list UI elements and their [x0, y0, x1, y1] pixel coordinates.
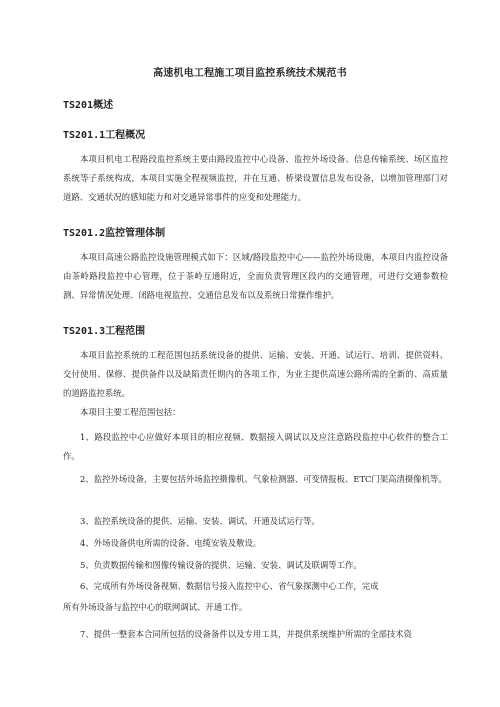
- scope-paragraph: 本项目监控系统的工程范围包括系统设备的提供、运输、安装、开通、试运行、培训、提供资料、交付使用、保修、提供备件以及缺陷责任期内的各项工作，为业主提供高速公路所需的全新的、高质量的道路监控系统。: [63, 350, 448, 398]
- scope-item-5: 5、负责数据传输和图像传输设备的提供、运输、安装、调试及联调等工作。: [80, 560, 362, 570]
- scope-intro: 本项目主要工程范围包括：: [80, 407, 181, 417]
- scope-item-1: 1、路段监控中心应做好本项目的相应视频、数据接入调试以及应注意路段监控中心软件的整合工作。: [63, 432, 448, 461]
- scope-item-7: 7、提供一整套本合同所包括的设备备件以及专用工具，并提供系统维护所需的全部技术资: [80, 629, 412, 639]
- section-heading-scope: TS201.3工程范围: [63, 326, 146, 337]
- section-heading-overview: TS201概述: [63, 100, 114, 111]
- scope-item-6: 6、完成所有外场设备视频、数据信号接入监控中心、省气象探测中心工作，完成: [80, 581, 379, 591]
- scope-item-2: 2、监控外场设备，主要包括外场监控摄像机、气象检测器、可变情报板、ETC门架高清摄像机等。: [80, 474, 447, 484]
- scope-item-6-continued: 所有外场设备与监控中心的联网调试、开通工作。: [63, 602, 248, 612]
- document-title: 高速机电工程施工项目监控系统技术规范书: [153, 68, 347, 79]
- management-paragraph: 本项目高速公路监控设施管理模式如下：区域/路段监控中心——监控外场设施，本项目内监控设备由茶岭路段监控中心管理，位于茶岭互通附近，全面负责管理区段内的交通管理，可进行交通参数检测、异常情况处理、闭路电视监控、交通信息发布以及系统日常操作维护。: [63, 252, 448, 300]
- scope-item-3: 3、监控系统设备的提供、运输、安装、调试、开通及试运行等。: [80, 516, 320, 526]
- project-overview-paragraph: 本项目机电工程路段监控系统主要由路段监控中心设备、监控外场设备、信息传输系统、场区监控系统等子系统构成，本项目实施全程视频监控，并在互通、桥梁设置信息发布设备，以增加管理部门对道路、交通状况的感知能力和对交通异常事件的应变和处理能力。: [63, 154, 448, 202]
- section-heading-project-overview: TS201.1工程概况: [63, 130, 146, 141]
- section-heading-management: TS201.2监控管理体制: [63, 228, 166, 239]
- scope-item-4: 4、外场设备供电所需的设备、电缆安装及敷设。: [80, 538, 262, 548]
